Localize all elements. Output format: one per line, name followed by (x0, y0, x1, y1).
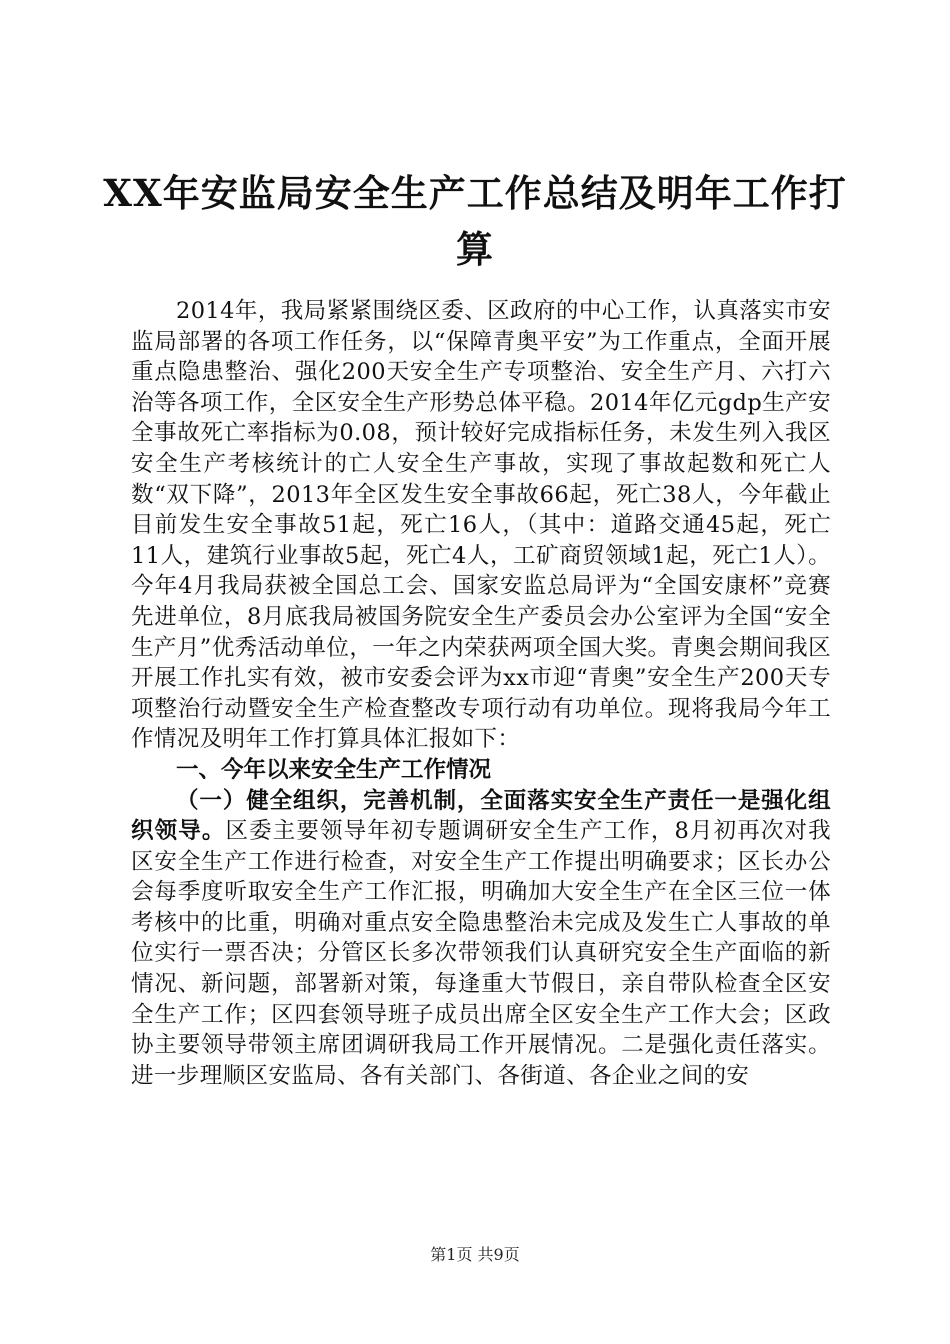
intro-paragraph: 2014年，我局紧紧围绕区委、区政府的中心工作，认真落实市安监局部署的各项工作任务，以“保障青奥平安”为工作重点，全面开展重点隐患整治、强化200天安全生产专项整治、安全生产月、六打六治等各项工作，全区安全生产形势总体平稳。2014年亿元gdp生产安全事故死亡率指标为0.08，预计较好完成指标任务，未发生列入我区安全生产考核统计的亡人安全生产事故，实现了事故起数和死亡人数“双下降”，2013年全区发生安全事故66起，死亡38人，今年截止目前发生安全事故51起，死亡16人，（其中：道路交通45起，死亡11人，建筑行业事故5起，死亡4人，工矿商贸领域1起，死亡1人）。今年4月我局获被全国总工会、国家安监总局评为“全国安康杯”竞赛先进单位，8月底我局被国务院安全生产委员会办公室评为全国“安全生产月”优秀活动单位，一年之内荣获两项全国大奖。青奥会期间我区开展工作扎实有效，被市安委会评为xx市迎“青奥”安全生产200天专项整治行动暨安全生产检查整改专项行动有功单位。现将我局今年工作情况及明年工作打算具体汇报如下： (131, 298, 831, 753)
subsection-heading: （一）健全组织，完善机制，全面落实安全生产责任一是强化组织领导。 (131, 787, 831, 845)
subsection-body: 区委主要领导年初专题调研安全生产工作，8月初再次对我区安全生产工作进行检查，对安全生产工作提出明确要求；区长办公会每季度听取安全生产工作汇报，明确加大安全生产在全区三位一体考核中的比重，明确对重点安全隐患整治未完成及发生亡人事故的单位实行一票否决；分管区长多次带领我们认真研究安全生产面临的新情况、新问题，部署新对策，每逢重大节假日，亲自带队检查全区安全生产工作；区四套领导班子成员出席全区安全生产工作大会；区政协主要领导带领主席团调研我局工作开展情况。二是强化责任落实。进一步理顺区安监局、各有关部门、各街道、各企业之间的安 (131, 818, 831, 1089)
subsection-paragraph (131, 786, 831, 1092)
section-heading: 一、今年以来安全生产工作情况 (176, 756, 492, 783)
document-title: XX年安监局安全生产工作总结及明年工作打算 (103, 171, 847, 271)
document-body (131, 296, 831, 1091)
page-footer: 第1页 共9页 (430, 1245, 520, 1264)
